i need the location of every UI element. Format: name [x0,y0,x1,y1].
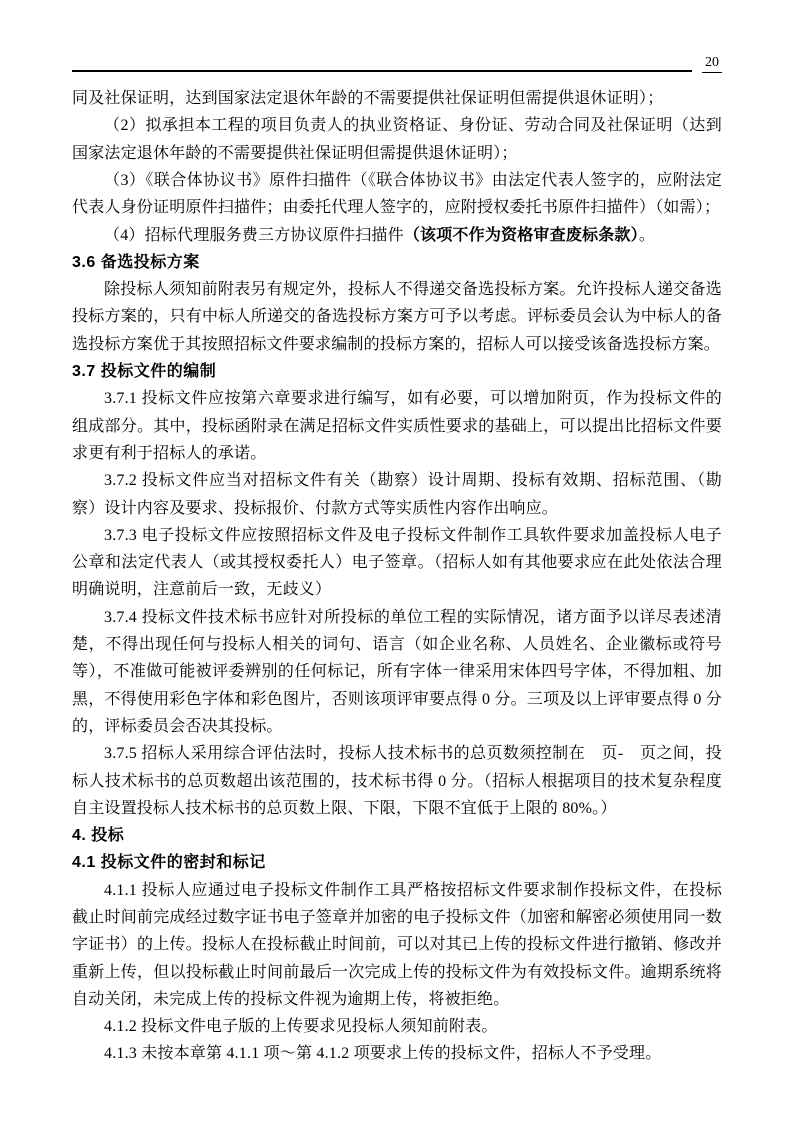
paragraph-3-7-1: 3.7.1 投标文件应按第六章要求进行编写，如有必要，可以增加附页，作为投标文件的组成部分。其中，投标函附录在满足招标文件实质性要求的基础上，可以提出比招标文件要求更有利于招标人的承诺。 [72,390,722,462]
section-heading-4: 4. 投标 [72,827,125,845]
document-body [72,85,722,1068]
paragraph-4-1-1: 4.1.1 投标人应通过电子投标文件制作工具严格按招标文件要求制作投标文件，在投标截止时间前完成经过数字证书电子签章并加密的电子投标文件（加密和解密必须使用同一数字证书）的上传。投标人在投标截止时间前，可以对其已上传的投标文件进行撤销、修改并重新上传，但以投标截止时间前最后一次完成上传的投标文件为有效投标文件。逾期系统将自动关闭，未完成上传的投标文件视为逾期上传，将被拒绝。 [72,881,722,1008]
section-heading-3-7: 3.7 投标文件的编制 [72,363,217,381]
paragraph-continuation: 同及社保证明，达到国家法定退休年龄的不需要提供社保证明但需提供退休证明）； [72,90,664,108]
paragraph-list-item-4-lead: （4）招标代理服务费三方协议原件扫描件 [104,226,404,244]
section-heading-4-1: 4.1 投标文件的密封和标记 [72,854,266,872]
header-rule [72,70,692,72]
paragraph-list-item-2: （2）拟承担本工程的项目负责人的执业资格证、身份证、劳动合同及社保证明（达到国家法定退休年龄的不需要提供社保证明但需提供退休证明）； [72,117,722,162]
paragraph-list-item-4 [72,222,722,249]
paragraph-3-7-2: 3.7.2 投标文件应当对招标文件有关（勘察）设计周期、投标有效期、招标范围、（勘察）设计内容及要求、投标报价、付款方式等实质性内容作出响应。 [72,472,722,517]
page-number: 20 [702,55,722,73]
paragraph-list-item-4-tail: 。 [638,226,656,244]
paragraph-4-1-2: 4.1.2 投标文件电子版的上传要求见投标人须知前附表。 [104,1018,498,1036]
paragraph-3-7-4: 3.7.4 投标文件技术标书应针对所投标的单位工程的实际情况，诸方面予以详尽表述清楚，不得出现任何与投标人相关的词句、语言（如企业名称、人员姓名、企业徽标或符号等），不准做可能被评委辨别的任何标记，所有字体一律采用宋体四号字体，不得加粗、加黑，不得使用彩色字体和彩色图片，否则该项评审要点得 0 分。三项及以上评审要点得 0 分的，评标委员会否决其投标。 [72,608,722,735]
page-header [72,55,722,73]
paragraph-list-item-3: （3）《联合体协议书》原件扫描件（《联合体协议书》由法定代表人签字的，应附法定代表人身份证明原件扫描件；由委托代理人签字的，应附授权委托书原件扫描件）（如需）； [72,171,722,217]
paragraph-4-1-3: 4.1.3 未按本章第 4.1.1 项～第 4.1.2 项要求上传的投标文件，招标人不予受理。 [104,1045,662,1063]
paragraph-3-7-5: 3.7.5 招标人采用综合评估法时，投标人技术标书的总页数须控制在 页- 页之间，投标人技术标书的总页数超出该范围的，技术标书得 0 分。（招标人根据项目的技术复杂程度自主设置投标人技术标书的总页数上限、下限，下限不宜低于上限的 80%。） [72,745,722,817]
paragraph-3-6-body: 除投标人须知前附表另有规定外，投标人不得递交备选投标方案。允许投标人递交备选投标方案的，只有中标人所递交的备选投标方案方可予以考虑。评标委员会认为中标人的备选投标方案优于其按照招标文件要求编制的投标方案的，招标人可以接受该备选投标方案。 [72,281,722,353]
section-heading-3-6: 3.6 备选投标方案 [72,253,200,271]
paragraph-list-item-4-bold-note: （该项不作为资格审查废标条款） [403,226,639,244]
paragraph-3-7-3: 3.7.3 电子投标文件应按照招标文件及电子投标文件制作工具软件要求加盖投标人电子公章和法定代表人（或其授权委托人）电子签章。（招标人如有其他要求应在此处依法合理明确说明，注意前后一致，无歧义） [72,526,722,599]
